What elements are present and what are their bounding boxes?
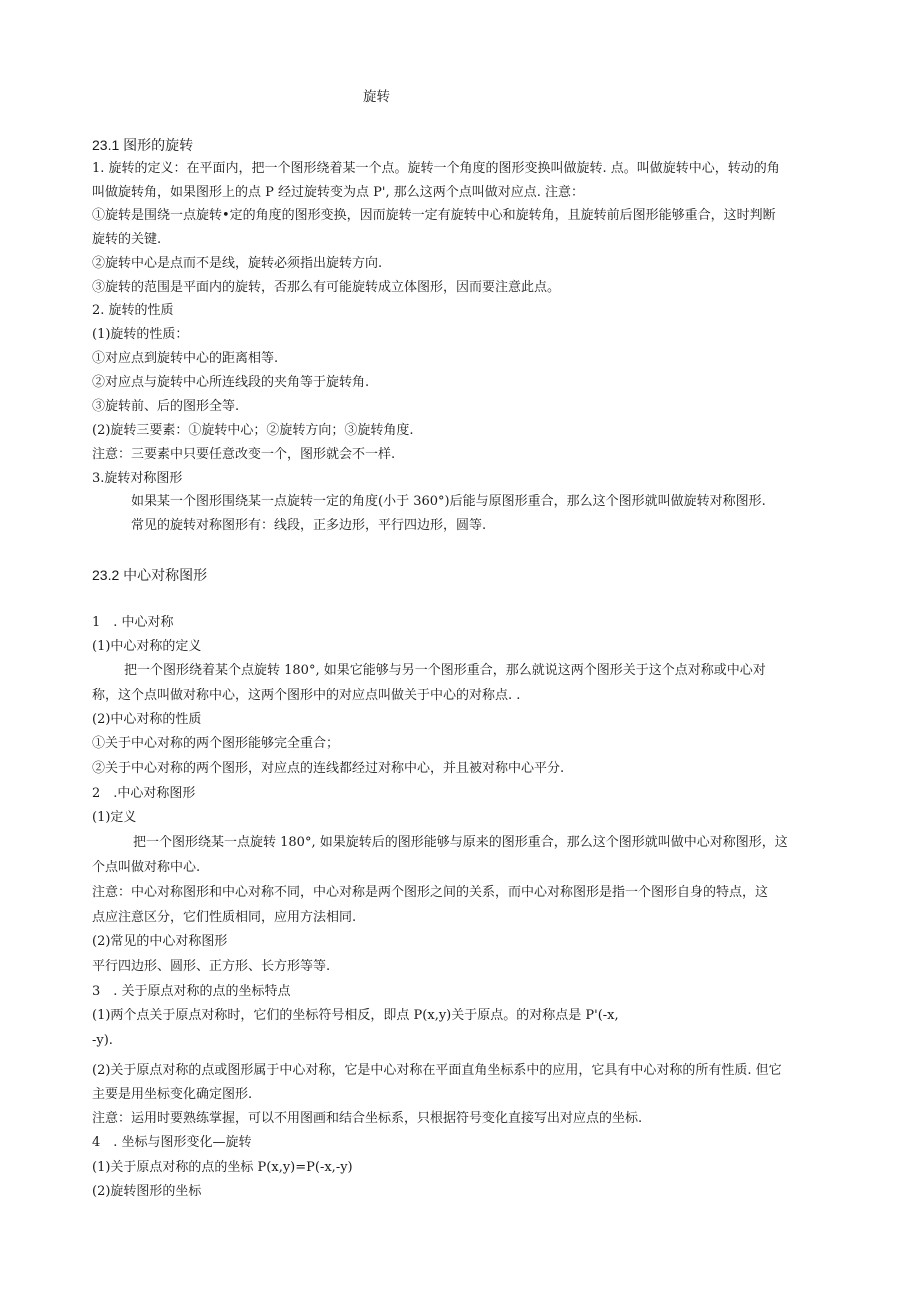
- text-line: -y).: [92, 1033, 113, 1048]
- text-line: 如果某一个图形围绕某一点旋转一定的角度(小于 360°)后能与原图形重合，那么这个图形就叫做旋转对称图形.: [131, 494, 766, 509]
- text-line: ①关于中心对称的两个图形能够完全重合；: [92, 736, 340, 751]
- text-line: 注意：运用时要熟练掌握，可以不用图画和结合坐标系，只根据符号变化直接写出对应点的坐标.: [92, 1111, 643, 1126]
- section-heading: 23.2 中心对称图形: [92, 567, 208, 583]
- text-line: ①对应点到旋转中心的距离相等.: [92, 351, 279, 366]
- text-line: 平行四边形、圆形、正方形、长方形等等.: [92, 959, 331, 974]
- text-line: (1)旋转的性质：: [92, 327, 189, 342]
- text-line: (2)关于原点对称的点或图形属于中心对称，它是中心对称在平面直角坐标系中的应用，它具有中心对称的所有性质. 但它: [92, 1063, 782, 1078]
- text-line: (1)两个点关于原点对称时，它们的坐标符号相反，即点 P(x,y)关于原点。的对称点是 P'(-x,: [92, 1008, 619, 1023]
- subsection-heading: 3 . 关于原点对称的点的坐标特点: [92, 984, 291, 999]
- page-title: 旋转: [363, 89, 390, 105]
- subsection-heading: 1 . 中心对称: [92, 615, 174, 630]
- subsection-heading: 3.旋转对称图形: [92, 471, 183, 486]
- text-line: (2)旋转三要素：①旋转中心；②旋转方向；③旋转角度.: [92, 423, 414, 438]
- text-line: ①旋转是围绕一点旋转•定的角度的图形变换，因而旋转一定有旋转中心和旋转角，且旋转前后图形能够重合，这时判断: [92, 208, 776, 223]
- text-line: 主要是用坐标变化确定图形.: [92, 1087, 253, 1102]
- text-line: 把一个图形绕某一点旋转 180°, 如果旋转后的图形能够与原来的图形重合，那么这个图形就叫做中心对称图形，这: [133, 835, 788, 850]
- text-line: (2)旋转图形的坐标: [92, 1184, 202, 1199]
- text-line: (1)关于原点对称的点的坐标 P(x,y)=P(-x,-y): [92, 1160, 353, 1175]
- text-line: 常见的旋转对称图形有：线段，正多边形，平行四边形，圆等.: [131, 518, 487, 533]
- text-line: (1)中心对称的定义: [92, 639, 202, 654]
- text-line: ②关于中心对称的两个图形，对应点的连线都经过对称中心，并且被对称中心平分.: [92, 761, 565, 776]
- section-heading: 23.1 图形的旋转: [92, 137, 194, 153]
- text-line: ②对应点与旋转中心所连线段的夹角等于旋转角.: [92, 375, 370, 390]
- text-line: 旋转的关键.: [92, 232, 162, 247]
- subsection-heading: 2 .中心对称图形: [92, 786, 196, 801]
- text-line: 注意：中心对称图形和中心对称不同，中心对称是两个图形之间的关系，而中心对称图形是指一个图形自身的特点，这: [92, 885, 769, 900]
- text-line: 称，这个点叫做对称中心，这两个图形中的对应点叫做关于中心的对称点. .: [92, 688, 521, 703]
- text-line: 个点叫做对称中心.: [92, 860, 201, 875]
- text-line: 把一个图形绕着某个点旋转 180°, 如果它能够与另一个图形重合，那么就说这两个图形关于这个点对称或中心对: [124, 663, 766, 678]
- text-line: 叫做旋转角，如果图形上的点 P 经过旋转变为点 P', 那么这两个点叫做对应点. 注意：: [92, 185, 584, 200]
- subsection-heading: 2. 旋转的性质: [92, 303, 174, 318]
- text-line: 点应注意区分，它们性质相同，应用方法相同.: [92, 910, 357, 925]
- text-line: 1. 旋转的定义：在平面内，把一个图形绕着某一个点。旋转一个角度的图形变换叫做旋转. 点。叫做旋转中心，转动的角: [92, 161, 780, 176]
- subsection-heading: 4 . 坐标与图形变化—旋转: [92, 1135, 252, 1150]
- text-line: 注意：三要素中只要任意改变一个，图形就会不一样.: [92, 447, 396, 462]
- text-line: (2)中心对称的性质: [92, 712, 202, 727]
- text-line: (2)常见的中心对称图形: [92, 934, 228, 949]
- text-line: (1)定义: [92, 810, 137, 825]
- text-line: ③旋转前、后的图形全等.: [92, 399, 240, 414]
- text-line: ②旋转中心是点而不是线，旋转必须指出旋转方向.: [92, 256, 383, 271]
- text-line: ③旋转的范围是平面内的旋转，否那么有可能旋转成立体图形，因而要注意此点。: [92, 280, 561, 295]
